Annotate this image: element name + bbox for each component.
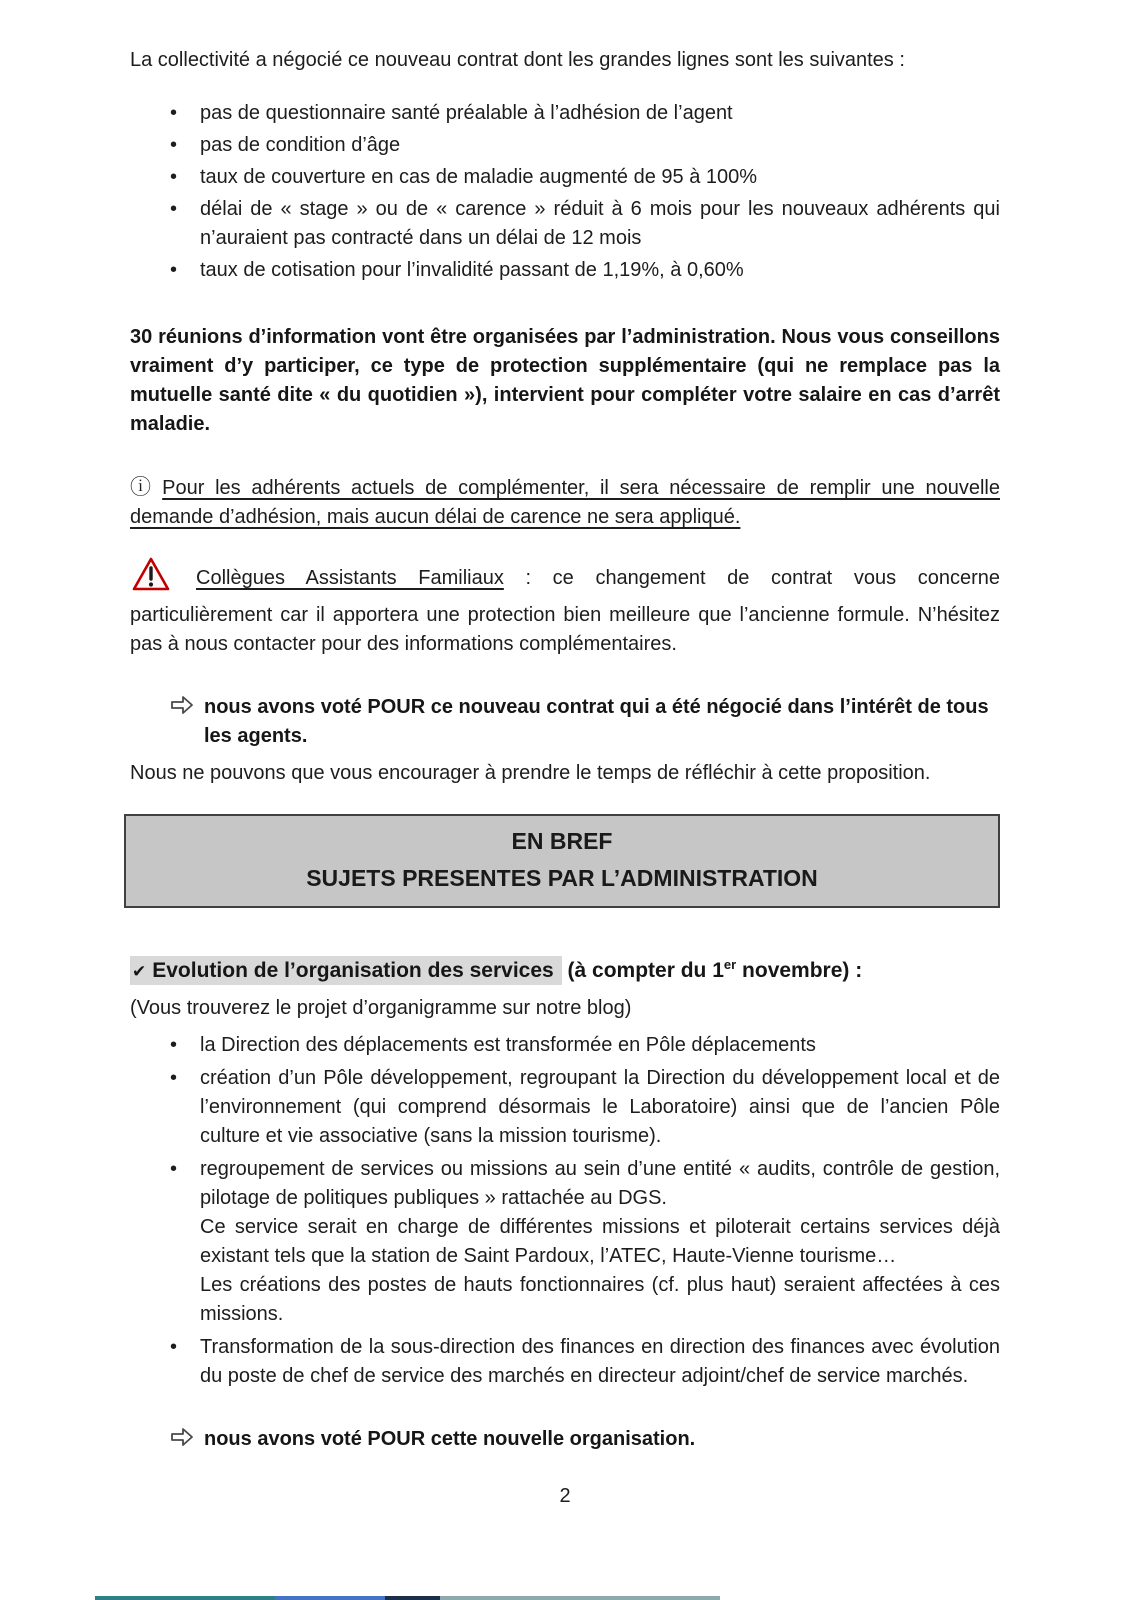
warning-triangle-icon	[132, 556, 170, 601]
section-heading	[130, 956, 1000, 986]
encourage-paragraph: Nous ne pouvons que vous encourager à prendre le temps de réfléchir à cette proposition.	[130, 762, 931, 785]
vote-text: nous avons voté POUR ce nouveau contrat qui a été négocié dans l’intérêt de tous les agents.	[204, 696, 989, 748]
section-banner	[124, 814, 1000, 908]
heading-suffix-post: novembre) :	[736, 959, 863, 983]
vote-item-organisation	[130, 1425, 1000, 1456]
footer-strip-segment	[385, 1596, 440, 1600]
bullet-icon: •	[170, 1158, 178, 1181]
bullet-icon: •	[170, 1336, 178, 1359]
bullet-text: regroupement de services ou missions au sein d’une entité « audits, contrôle de gestion, pilotage de politiques publiques » rattachée au DGS. Ce service serait en charge de différentes missions et piloterait certains services déjà existant tels que la station de Saint Pardoux, l’ATEC, Haute-Vienne tourisme… Les créations des postes de hauts fonctionnaires (cf. plus haut) seraient affectées à ces missions.	[200, 1155, 1000, 1329]
page-number: 2	[559, 1485, 571, 1508]
section-subtitle: (Vous trouverez le projet d’organigramme sur notre blog)	[130, 997, 632, 1020]
arrow-right-icon	[170, 1425, 204, 1456]
heading-title: Evolution de l’organisation des services	[152, 959, 554, 983]
list-item	[130, 195, 1000, 253]
bullet-text: délai de « stage » ou de « carence » réduit à 6 mois pour les nouveaux adhérents qui n’auraient pas contracté dans un délai de 12 mois	[200, 198, 1000, 249]
heading-highlight	[130, 956, 562, 985]
bullet-text: taux de cotisation pour l’invalidité passant de 1,19%, à 0,60%	[200, 259, 744, 281]
bullet-text: la Direction des déplacements est transformée en Pôle déplacements	[200, 1034, 816, 1057]
meetings-paragraph: 30 réunions d’information vont être organisées par l’administration. Nous vous conseillons vraiment d’y participer, ce type de protection supplémentaire (qui ne remplace pas la mutuelle santé dite « du quotidien »), intervient pour compléter votre salaire en cas d’arrêt maladie.	[130, 326, 1000, 435]
bullet-text: pas de condition d’âge	[200, 134, 401, 156]
heading-superscript: er	[723, 957, 737, 973]
intro-paragraph: La collectivité a négocié ce nouveau contrat dont les grandes lignes sont les suivantes :	[130, 49, 905, 71]
bullet-icon: •	[170, 166, 178, 188]
bullet-icon: •	[170, 1067, 178, 1090]
bullet-icon: •	[170, 259, 178, 281]
list-item	[130, 163, 1000, 192]
warning-paragraph	[130, 556, 1000, 659]
info-note	[130, 473, 1000, 532]
list-item	[130, 1031, 1000, 1060]
footer-strip-segment	[440, 1596, 720, 1600]
arrow-right-icon	[170, 693, 204, 751]
continuation-line: Les créations des postes de hauts fonctionnaires (cf. plus haut) seraient affectées à ces missions.	[200, 1274, 1000, 1326]
warning-lead: Collègues Assistants Familiaux	[196, 567, 504, 590]
bullet-text: pas de questionnaire santé préalable à l’adhésion de l’agent	[200, 102, 733, 124]
heading-suffix-pre: (à compter du 1	[561, 959, 724, 983]
list-item	[130, 1064, 1000, 1151]
footer-color-strip	[95, 1596, 720, 1600]
footer-strip-segment	[275, 1596, 385, 1600]
bullet-icon: •	[170, 134, 178, 156]
bullet-text: Transformation de la sous-direction des finances en direction des finances avec évolution du poste de chef de service des marchés en directeur adjoint/chef de service marchés.	[200, 1336, 1000, 1388]
bullet-text: taux de couverture en cas de maladie augmenté de 95 à 100%	[200, 166, 758, 188]
list-item	[130, 131, 1000, 160]
contract-bullet-list	[130, 99, 1000, 285]
continuation-line: Ce service serait en charge de différentes missions et piloterait certains services déjà existant tels que la station de Saint Pardoux, l’ATEC, Haute-Vienne tourisme…	[200, 1216, 1000, 1268]
banner-line-2: SUJETS PRESENTES PAR L’ADMINISTRATION	[306, 865, 818, 892]
bullet-icon: •	[170, 1034, 178, 1057]
list-item	[130, 1333, 1000, 1391]
vote-item-contract	[130, 693, 1000, 751]
vote-text: nous avons voté POUR cette nouvelle organisation.	[204, 1428, 696, 1451]
check-icon: ✔	[132, 962, 147, 982]
bullet-icon: •	[170, 198, 178, 220]
warning-rest: : ce changement de contrat vous concerne particulièrement car il apportera une protection bien meilleure que l’ancienne formule. N’hésitez pas à nous contacter pour des informations complémentaires.	[130, 567, 1000, 656]
org-bullet-list	[130, 1031, 1000, 1391]
bullet-icon: •	[170, 102, 178, 124]
list-item	[130, 99, 1000, 128]
footer-strip-segment	[95, 1596, 275, 1600]
list-item	[130, 1155, 1000, 1329]
bullet-text: création d’un Pôle développement, regroupant la Direction du développement local et de l’environnement (qui comprend désormais le Laboratoire) ainsi que de l’ancien Pôle culture et vie associative (sans la mission tourisme).	[200, 1067, 1000, 1148]
banner-line-1: EN BREF	[511, 828, 613, 855]
info-icon: ⓘ	[130, 476, 157, 499]
list-item	[130, 256, 1000, 285]
info-note-text: Pour les adhérents actuels de complémenter, il sera nécessaire de remplir une nouvelle demande d’adhésion, mais aucun délai de carence ne sera appliqué.	[130, 477, 1000, 529]
